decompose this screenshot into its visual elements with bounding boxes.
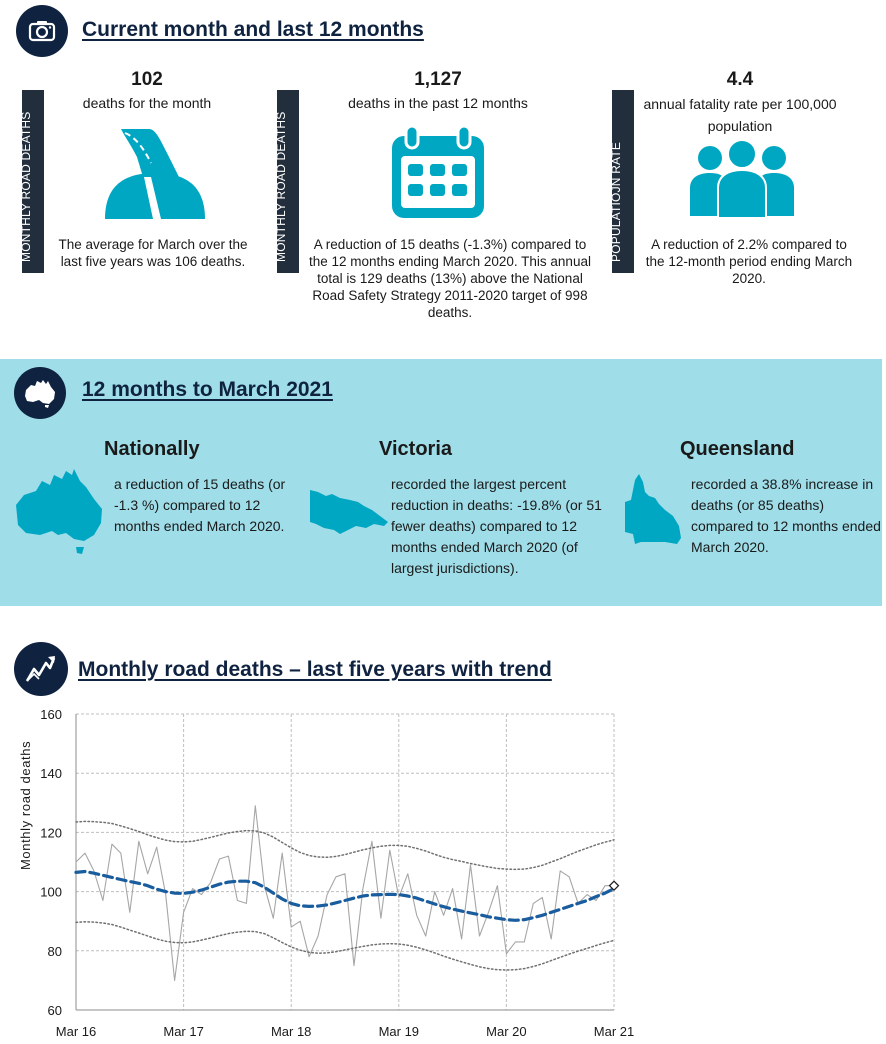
monthly-deaths-value: 102	[131, 69, 163, 90]
region-title-nationally: Nationally	[104, 438, 200, 460]
y-tick-label: 80	[47, 943, 62, 959]
camera-icon	[16, 5, 68, 57]
side-label-monthly-road-deaths: MONTHLY ROAD DEATHS	[22, 90, 44, 273]
x-tick-label: Mar 21	[593, 1024, 635, 1039]
y-tick-label: 160	[40, 707, 62, 722]
x-tick-label: Mar 18	[270, 1024, 312, 1039]
fatality-rate-value: 4.4	[726, 69, 754, 90]
twelve-month-deaths-description: A reduction of 15 deaths (-1.3%) compared to the 12 months ending March 2020. This annual total is 129 deaths (13%) above the National Road Safety Strategy 2011-2020 target of 998 deaths.	[309, 237, 591, 320]
chart-axes	[76, 714, 614, 1010]
chart-grid	[76, 714, 614, 1010]
side-label-population-rate: POPULATIOJN RATE	[612, 90, 634, 273]
section-title-current-month: Current month and last 12 months	[82, 18, 424, 41]
trend-chart-icon	[14, 642, 68, 696]
monthly-deaths-chart	[0, 700, 886, 1044]
y-tick-label: 140	[40, 766, 62, 782]
y-tick-label: 120	[40, 825, 62, 841]
x-tick-label: Mar 17	[163, 1024, 204, 1039]
x-tick-label: Mar 20	[486, 1024, 527, 1039]
y-tick-label: 100	[40, 884, 62, 900]
region-text-victoria: recorded the largest percent reduction in deaths: -19.8% (or 51 fewer deaths) compared to 12 months ended March 2020 (of largest jurisdictions).	[391, 476, 602, 576]
australia-map-icon	[14, 465, 104, 560]
monthly-deaths-caption: deaths for the month	[82, 95, 212, 111]
fatality-rate-description: A reduction of 2.2% compared to the 12-month period ending March 2020.	[645, 237, 853, 286]
fatality-rate-caption: annual fatality rate per 100,000 population	[643, 96, 837, 134]
region-text-queensland: recorded a 38.8% increase in deaths (or 85 deaths) compared to 12 months ended March 2020.	[691, 476, 881, 555]
side-label-monthly-road-deaths-2: MONTHLY ROAD DEATHS	[277, 90, 299, 273]
road-icon	[103, 123, 207, 224]
series-upper-bound	[76, 821, 614, 869]
y-tick-label: 60	[47, 1003, 62, 1018]
region-title-queensland: Queensland	[680, 438, 795, 460]
australia-map-icon	[14, 367, 66, 419]
series-lower-bound	[76, 922, 614, 970]
people-icon	[688, 140, 796, 225]
chart-y-axis-label: Monthly road deaths	[18, 740, 33, 870]
x-tick-label: Mar 16	[55, 1024, 97, 1039]
region-text-nationally: a reduction of 15 deaths (or -1.3 %) compared to 12 months ended March 2020.	[114, 476, 286, 534]
section-title-12-months: 12 months to March 2021	[82, 378, 333, 401]
twelve-month-deaths-value: 1,127	[414, 69, 462, 90]
twelve-month-deaths-caption: deaths in the past 12 months	[348, 95, 528, 111]
section-title-monthly-trend: Monthly road deaths – last five years with trend	[78, 658, 552, 681]
x-tick-label: Mar 19	[378, 1024, 420, 1039]
queensland-map-icon	[623, 472, 683, 551]
chart-tick-labels	[40, 707, 634, 1039]
monthly-deaths-description: The average for March over the last five years was 106 deaths.	[58, 237, 248, 269]
region-title-victoria: Victoria	[379, 438, 452, 460]
calendar-icon	[388, 126, 488, 225]
victoria-map-icon	[310, 488, 390, 539]
